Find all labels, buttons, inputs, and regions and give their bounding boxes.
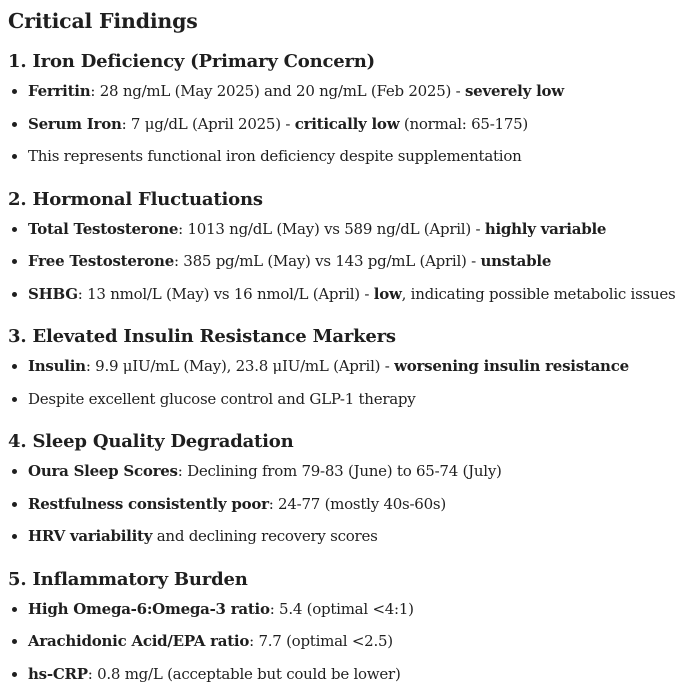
list-item: [8, 245, 685, 278]
item-text: : 7.7 (optimal <2.5): [249, 632, 393, 650]
item-text: : 7 μg/dL (April 2025) -: [122, 115, 295, 133]
item-emphasis: unstable: [480, 252, 551, 270]
list-item: [8, 140, 685, 173]
item-label: Arachidonic Acid/EPA ratio: [28, 632, 249, 650]
item-tail: (normal: 65-175): [399, 115, 528, 133]
item-label: Oura Sleep Scores: [28, 462, 178, 480]
item-emphasis: highly variable: [485, 220, 606, 238]
findings-list: [8, 75, 685, 173]
section-heading: 2. Hormonal Fluctuations: [8, 187, 685, 213]
item-emphasis: low: [374, 285, 402, 303]
list-item: [8, 383, 685, 416]
item-label: Free Testosterone: [28, 252, 174, 270]
item-text: : 1013 ng/dL (May) vs 589 ng/dL (April) -: [178, 220, 485, 238]
section-inflammatory-burden: [8, 567, 685, 690]
list-item: [8, 350, 685, 383]
item-text: : Declining from 79-83 (June) to 65-74 (July): [178, 462, 502, 480]
item-label: SHBG: [28, 285, 78, 303]
list-item: [8, 75, 685, 108]
list-item: [8, 658, 685, 690]
list-item: [8, 520, 685, 553]
item-tail: , indicating possible metabolic issues: [402, 285, 676, 303]
findings-list: [8, 350, 685, 415]
item-text: : 385 pg/mL (May) vs 143 pg/mL (April) -: [174, 252, 481, 270]
list-item: [8, 213, 685, 246]
section-heading: 1. Iron Deficiency (Primary Concern): [8, 49, 685, 75]
section-heading: 5. Inflammatory Burden: [8, 567, 685, 593]
section-insulin-resistance: [8, 324, 685, 415]
findings-list: [8, 455, 685, 553]
section-sleep-quality: [8, 429, 685, 553]
list-item: [8, 488, 685, 521]
section-heading: 3. Elevated Insulin Resistance Markers: [8, 324, 685, 350]
item-text: Despite excellent glucose control and GLP-1 therapy: [28, 390, 416, 408]
list-item: [8, 278, 685, 311]
item-text: : 0.8 mg/L (acceptable but could be lower): [88, 665, 401, 683]
list-item: [8, 108, 685, 141]
item-emphasis: worsening insulin resistance: [394, 357, 629, 375]
item-text: : 9.9 μIU/mL (May), 23.8 μIU/mL (April) -: [86, 357, 394, 375]
item-label: Insulin: [28, 357, 86, 375]
list-item: [8, 455, 685, 488]
page-title: Critical Findings: [8, 6, 685, 36]
section-iron-deficiency: [8, 49, 685, 173]
item-emphasis: critically low: [295, 115, 400, 133]
item-emphasis: severely low: [465, 82, 564, 100]
item-label: High Omega-6:Omega-3 ratio: [28, 600, 270, 618]
item-text: This represents functional iron deficiency despite supplementation: [28, 147, 522, 165]
findings-list: [8, 213, 685, 311]
item-label: Serum Iron: [28, 115, 122, 133]
item-label: Restfulness consistently poor: [28, 495, 269, 513]
item-label: HRV variability: [28, 527, 152, 545]
item-label: hs-CRP: [28, 665, 88, 683]
item-label: Total Testosterone: [28, 220, 178, 238]
section-heading: 4. Sleep Quality Degradation: [8, 429, 685, 455]
list-item: [8, 625, 685, 658]
item-text: : 24-77 (mostly 40s-60s): [269, 495, 446, 513]
item-label: Ferritin: [28, 82, 90, 100]
item-text: and declining recovery scores: [152, 527, 377, 545]
item-text: : 5.4 (optimal <4:1): [270, 600, 414, 618]
list-item: [8, 593, 685, 626]
item-text: : 28 ng/mL (May 2025) and 20 ng/mL (Feb 2025) -: [90, 82, 465, 100]
section-hormonal-fluctuations: [8, 187, 685, 311]
item-text: : 13 nmol/L (May) vs 16 nmol/L (April) -: [78, 285, 374, 303]
findings-list: [8, 593, 685, 690]
